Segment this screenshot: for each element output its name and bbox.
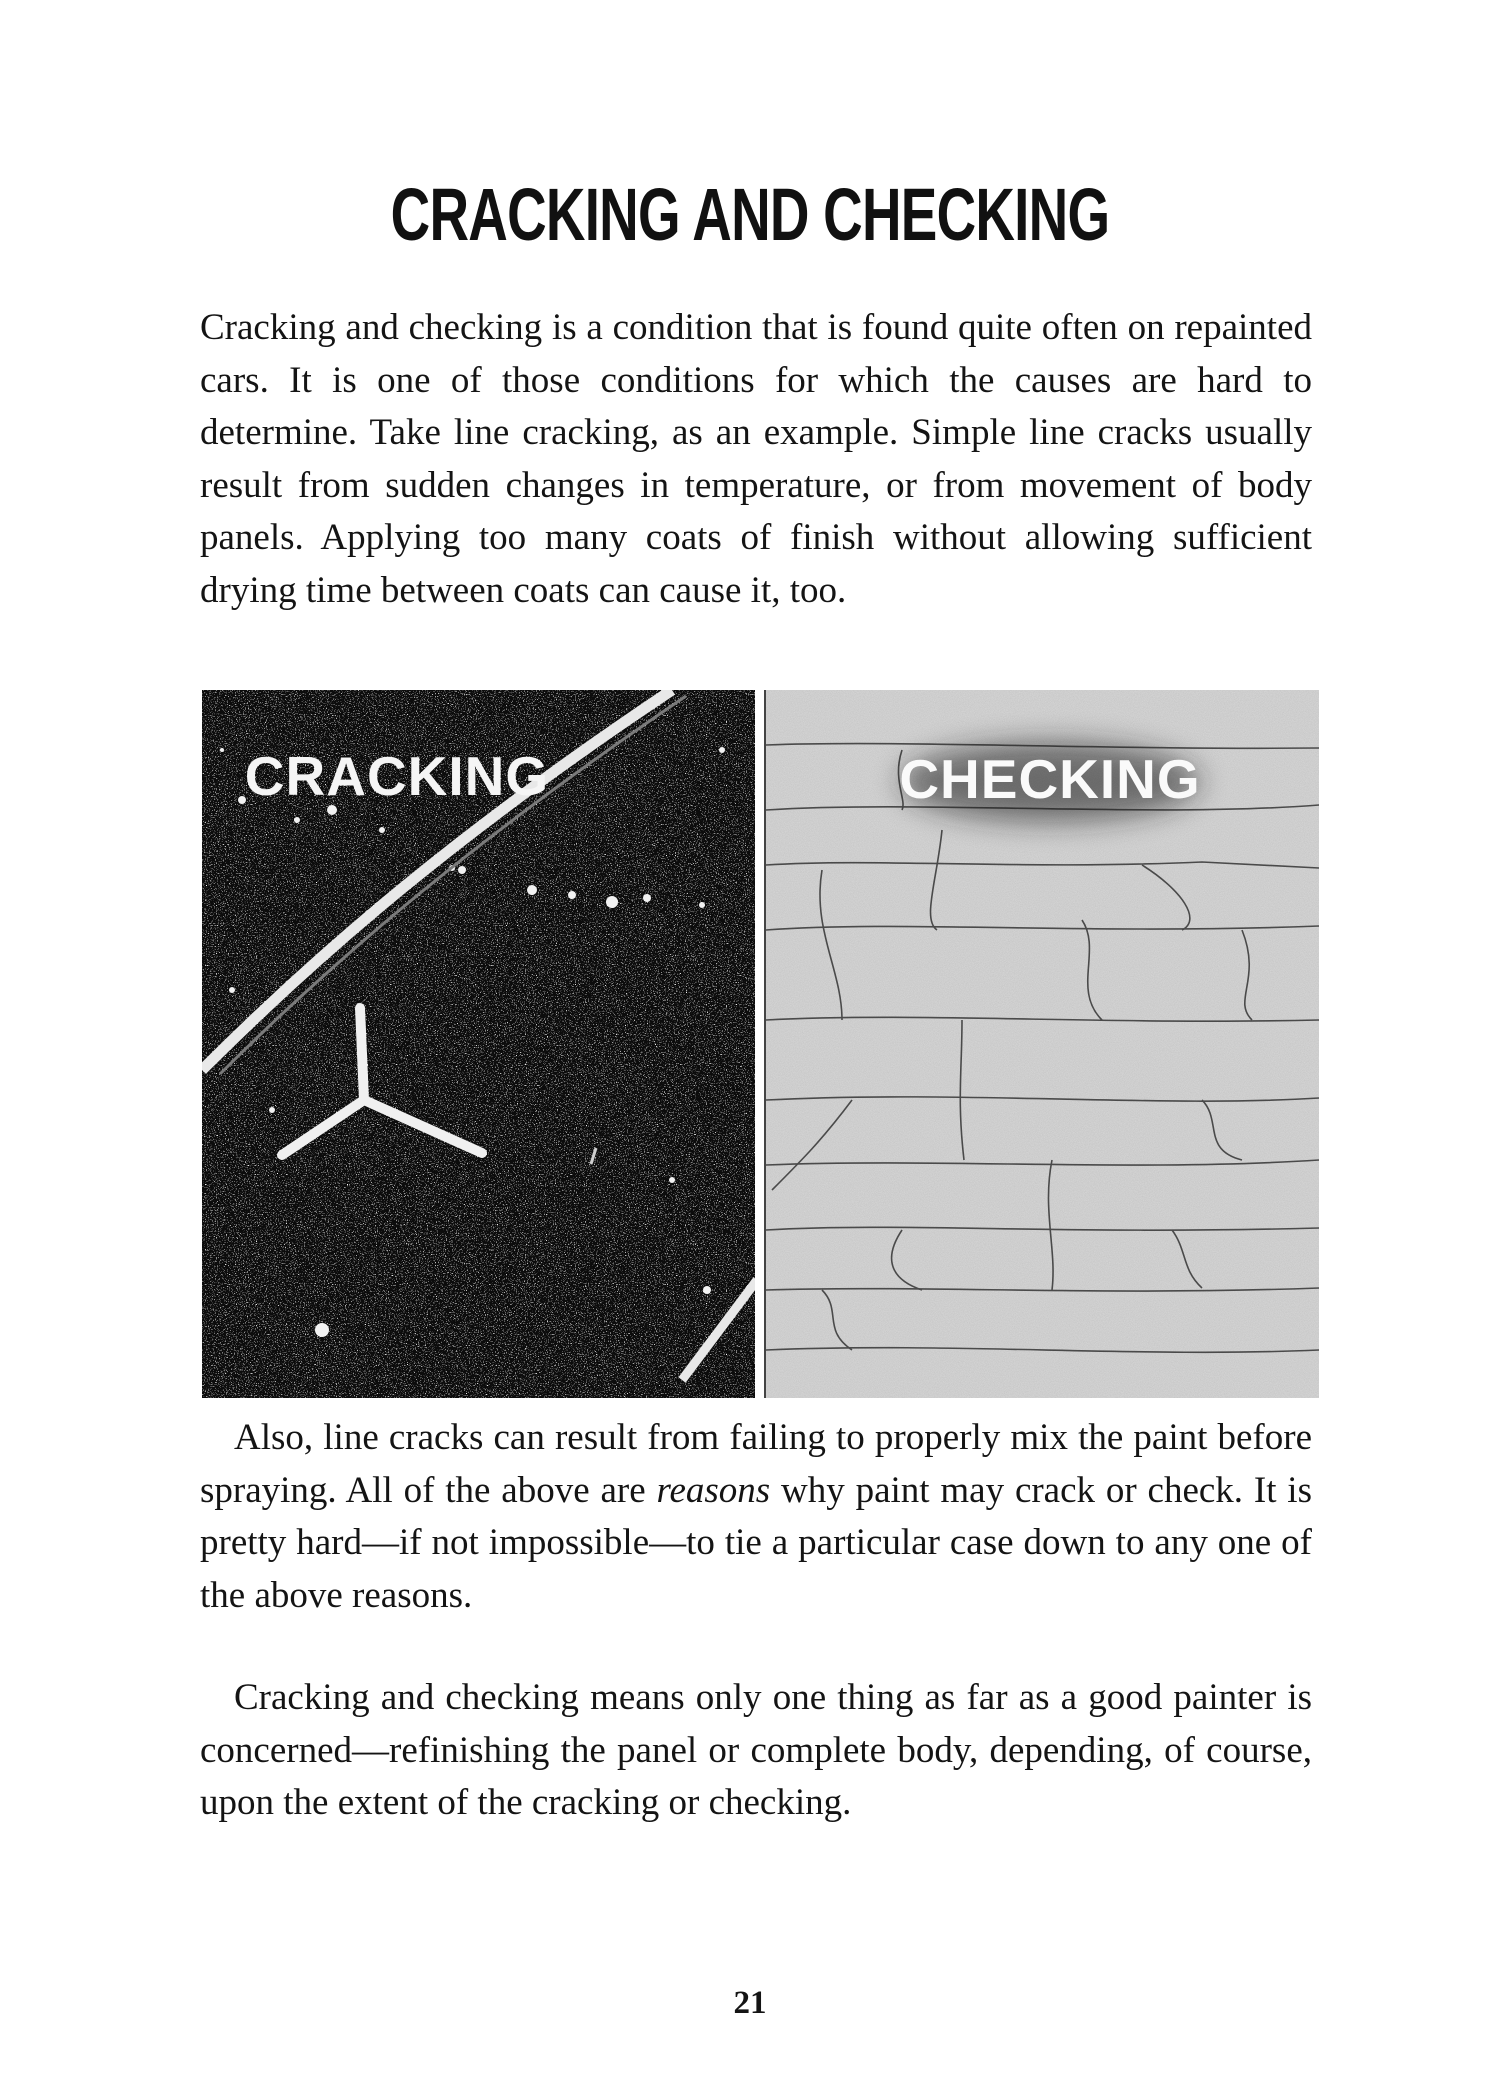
second-paragraph-end: why paint may crack or check. It is pretty hard—if not impossible—to tie a particular case down to any one of the above reasons. [200, 1469, 1312, 1616]
checking-label: CHECKING [899, 748, 1201, 810]
cracking-photo-panel [202, 690, 757, 1398]
checking-photo-panel [766, 690, 1319, 1398]
closing-paragraph: Cracking and checking means only one thing as far as a good painter is concerned—refinishing the panel or complete body, depending, of course, upon the extent of the cracking or checking. [200, 1677, 1312, 1823]
page-number: 21 [733, 1985, 767, 2021]
second-paragraph-start: Also, line cracks can result from failing to properly mix the paint before spraying. All of the above are [200, 1417, 1312, 1511]
panel-divider [755, 690, 763, 1398]
emphasized-word: reasons [656, 1469, 771, 1511]
cracking-checking-photo [202, 690, 1319, 1398]
page-title: CRACKING AND CHECKING [390, 173, 1110, 256]
cracking-label: CRACKING [244, 745, 550, 807]
intro-paragraph: Cracking and checking is a condition that is found quite often on repainted cars. It is one of those conditions for which the causes are hard to determine. Take line cracking, as an example. Simple line cracks usually result from sudden changes in temperature, or from movement of body panels. Applying too many coats of finish without allowing sufficient drying time between coats can cause it, too. [200, 307, 1312, 611]
second-paragraph [200, 1412, 1312, 1622]
